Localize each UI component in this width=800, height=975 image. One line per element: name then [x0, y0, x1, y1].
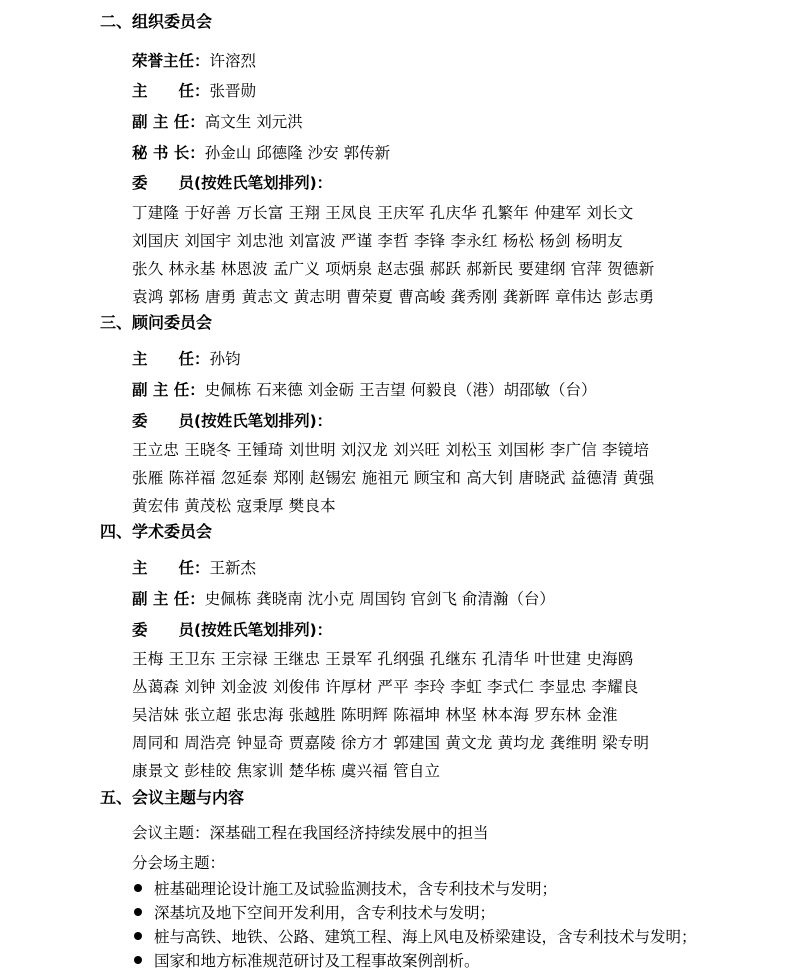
academic-members-line: 吴洁妹 张立超 张忠海 张越胜 陈明辉 陈福坤 林坚 林本海 罗东林 金淮 [132, 706, 618, 724]
section-heading-academic: 四、学术委员会 [100, 522, 213, 541]
row-value: 许溶烈 [209, 52, 257, 70]
academic-members-label: 委 员(按姓氏笔划排列)： [132, 621, 333, 639]
sub-theme-item [134, 903, 495, 923]
org-members-line: 丁建隆 于好善 万长富 王翔 王凤良 王庆军 孔庆华 孔繁年 仲建军 刘长文 [132, 204, 634, 222]
org-members-line: 张久 林永基 林恩波 孟广义 项炳泉 赵志强 郝跃 郝新民 要建纲 官萍 贺德新 [132, 260, 655, 278]
bullet-icon [134, 884, 142, 892]
org-vice-director [132, 112, 303, 132]
section-heading-advisor: 三、顾问委员会 [100, 313, 213, 332]
advisor-vice-director [132, 380, 597, 400]
academic-members-line: 周同和 周浩亮 钟显奇 贾嘉陵 徐方才 郭建国 黄文龙 黄均龙 龚维明 梁专明 [132, 734, 650, 752]
row-value: 史佩栋 龚晓南 沈小克 周国钧 官剑飞 俞清瀚（台） [204, 590, 555, 608]
row-label: 主 任： [132, 559, 210, 577]
section-heading-theme: 五、会议主题与内容 [100, 788, 245, 807]
sub-theme-item [134, 951, 480, 971]
advisor-members-line: 黄宏伟 黄茂松 寇秉厚 樊良本 [132, 497, 336, 515]
sub-theme-text: 深基坑及地下空间开发利用，含专利技术与发明； [154, 904, 496, 922]
bullet-icon [134, 956, 142, 964]
sub-theme-label: 分会场主题： [132, 854, 226, 872]
row-label: 秘 书 长： [132, 144, 205, 162]
row-value: 高文生 刘元洪 [204, 113, 303, 131]
org-director [132, 81, 256, 101]
advisor-director [132, 349, 241, 369]
advisor-members-line: 张雁 陈祥福 忽延泰 郑刚 赵锡宏 施祖元 顾宝和 高大钊 唐晓武 益德清 黄强 [132, 469, 655, 487]
org-members-label: 委 员(按姓氏笔划排列)： [132, 174, 333, 192]
row-value: 王新杰 [209, 559, 257, 577]
row-value: 孙金山 邱德隆 沙安 郭传新 [204, 144, 391, 162]
bullet-icon [134, 908, 142, 916]
advisor-members-line: 王立忠 王晓冬 王锺琦 刘世明 刘汉龙 刘兴旺 刘松玉 刘国彬 李广信 李镜培 [132, 441, 650, 459]
academic-members-line: 丛蔼森 刘钟 刘金波 刘俊伟 许厚材 严平 李玲 李虹 李式仁 李显忠 李耀良 [132, 678, 639, 696]
sub-theme-item [134, 879, 557, 899]
org-members-line: 袁鸿 郭杨 唐勇 黄志文 黄志明 曹荣夏 曹高峻 龚秀刚 龚新晖 章伟达 彭志勇 [132, 288, 655, 306]
bullet-icon [134, 932, 142, 940]
academic-members-line: 康景文 彭桂皎 焦家训 楚华栋 虞兴福 管自立 [132, 762, 441, 780]
academic-vice-director [132, 589, 555, 609]
sub-theme-text: 桩与高铁、地铁、公路、建筑工程、海上风电及桥梁建设，含专利技术与发明； [154, 928, 697, 946]
row-label: 副 主 任： [132, 113, 205, 131]
section-heading-org: 二、组织委员会 [100, 12, 213, 31]
academic-members-line: 王梅 王卫东 王宗禄 王继忠 王景军 孔纲强 孔继东 孔清华 叶世建 史海鸥 [132, 650, 634, 668]
org-secretary-general [132, 143, 390, 163]
org-members-line: 刘国庆 刘国宇 刘忠池 刘富波 严谨 李哲 李锋 李永红 杨松 杨剑 杨明友 [132, 232, 623, 250]
row-label: 主 任： [132, 350, 210, 368]
row-value: 史佩栋 石来德 刘金砺 王吉望 何毅良（港）胡邵敏（台） [204, 381, 597, 399]
row-label: 副 主 任： [132, 381, 205, 399]
main-theme: 会议主题：深基础工程在我国经济持续发展中的担当 [132, 824, 489, 842]
sub-theme-text: 桩基础理论设计施工及试验监测技术，含专利技术与发明； [154, 880, 558, 898]
row-label: 荣誉主任： [132, 52, 210, 70]
row-value: 孙钧 [209, 350, 241, 368]
row-label: 副 主 任： [132, 590, 205, 608]
sub-theme-item [134, 927, 697, 947]
org-honorary-director [132, 51, 256, 71]
sub-theme-text: 国家和地方标准规范研讨及工程事故案例剖析。 [154, 952, 480, 970]
row-value: 张晋勋 [209, 82, 257, 100]
advisor-members-label: 委 员(按姓氏笔划排列)： [132, 412, 333, 430]
academic-director [132, 558, 256, 578]
row-label: 主 任： [132, 82, 210, 100]
